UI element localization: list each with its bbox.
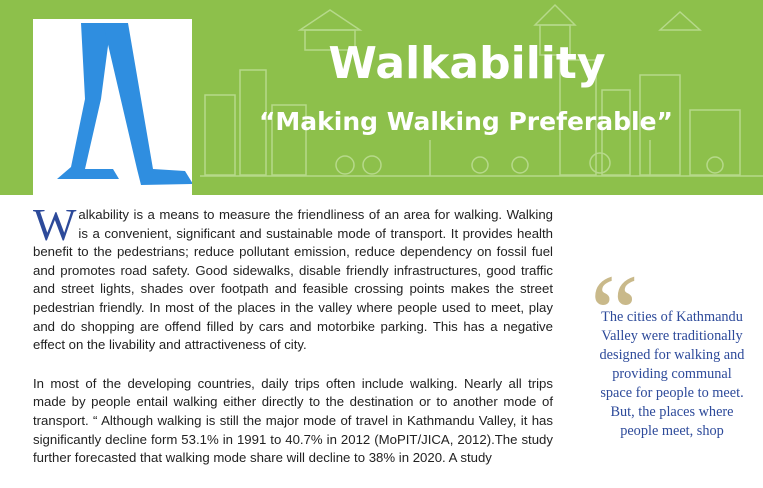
paragraph-1	[33, 199, 553, 355]
paragraph-2: In most of the developing countries, daily trips often include walking. Nearly all trips made by people entail walking either directly to the destination or to another mode of transport. “ Although walking is still the major mode of travel in Kathmandu Valley, it has significantly decline form 53.1% in 1991 to 40.7% in 2012 (MoPIT/JICA, 2012).The study further forecasted that walking mode share will decline to 38% in 2020. A study	[33, 375, 553, 466]
walking-legs-icon	[33, 19, 192, 195]
header-banner	[0, 0, 763, 195]
page-title: Walkability	[328, 38, 606, 89]
logo	[33, 19, 192, 195]
drop-cap: W	[33, 199, 77, 250]
pull-quote: The cities of Kathmandu Valley were traditionally designed for walking and providing communal space for people to meet. But, the places where people meet, shop	[599, 309, 745, 439]
article-body	[33, 199, 553, 488]
quote-mark-icon: “	[590, 252, 639, 374]
page-subtitle: “Making Walking Preferable”	[259, 107, 673, 136]
paragraph-1-text: alkability is a means to measure the friendliness of an area for walking. Walking is a convenient, significant and sustainable mode of transport. It provides health benefit to the pedestrians; reduce pollutant emission, reduce dependency on fossil fuel and promotes road safety. Good sidewalks, disable friendly infrastructures, good traffic and street lights, shades over footpath and feasible crossing points makes the street pedestrian friendly. In most of the places in the valley where people used to meet, play and do shopping are offend filled by cars and motorbike parking. This has a negative effect on the livability and attractiveness of city.	[33, 207, 553, 353]
